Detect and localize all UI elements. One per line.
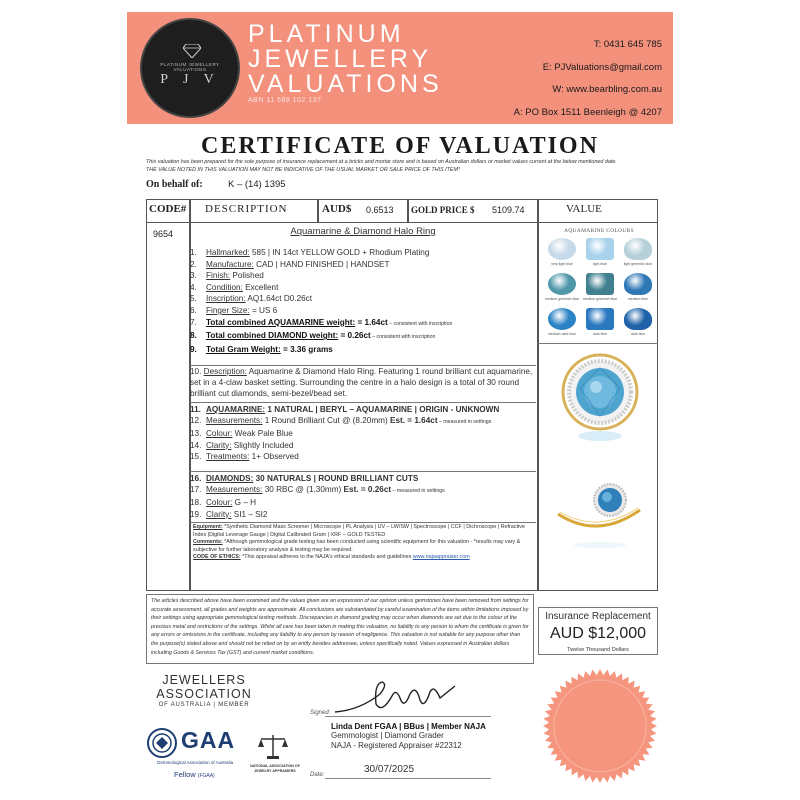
swatch-label: light greenish blue [623, 262, 653, 266]
naja-logo-text: NATIONAL ASSOCIATION OF JEWELRY APPRAISERS [250, 764, 300, 773]
list-item: 14. Clarity: Slightly Included [190, 440, 294, 450]
signer-details: Linda Dent FGAA | BBus | Member NAJA Gemmologist | Diamond Grader NAJA - Registered Appraiser #22312 [331, 722, 486, 750]
list-item: 15. Treatments: 1+ Observed [190, 451, 299, 461]
insurance-value: AUD $12,000 [549, 625, 647, 642]
header-description: DESCRIPTION [205, 203, 288, 215]
insurance-label: Insurance Replacement [545, 611, 651, 622]
gaa-emblem-icon [147, 728, 177, 758]
list-item: 19. Clarity: SI1 – SI2 [190, 509, 268, 519]
header-gold-label: GOLD PRICE $ [411, 205, 475, 215]
divider [538, 343, 658, 344]
diamonds-section [190, 473, 536, 520]
item-title: Aquamarine & Diamond Halo Ring [290, 226, 436, 237]
swatch-label: dark blue [630, 332, 646, 336]
email: E: PJValuations@gmail.com [542, 61, 662, 73]
behalf-label: On behalf of: [146, 179, 203, 190]
header-value: VALUE [566, 203, 602, 215]
disclaimer [146, 158, 666, 174]
item-specs [190, 247, 535, 355]
seal-stamp [541, 667, 659, 785]
swatch-label: medium-dark blue [547, 332, 576, 336]
swatch-label: very light blue [551, 262, 573, 266]
jewellers-association-sub: OF AUSTRALIA | MEMBER [158, 702, 250, 708]
ring-reflection [560, 540, 640, 552]
swatch-label: medium blue [627, 297, 649, 301]
item-code: 9654 [153, 229, 174, 239]
list-item: 12. Measurements: 1 Round Brilliant Cut @ (8.20mm) Est. = 1.64ct – measured in settings [190, 416, 492, 426]
signed-label: Signed: [310, 710, 331, 716]
list-item: 7. Total combined AQUAMARINE weight: = 1.64ct – consistent with inscription [190, 317, 453, 327]
swatch-gem [624, 238, 652, 260]
swatch-gem [586, 308, 614, 330]
col-divider-value [537, 199, 539, 591]
ring-reflection [560, 430, 640, 450]
swatch-gem [624, 273, 652, 295]
list-item: 4. Condition: Excellent [190, 282, 279, 292]
swatch-label: medium greenish blue [544, 297, 580, 301]
address: A: PO Box 1511 Beenleigh @ 4207 [513, 106, 662, 118]
aquamarine-section [190, 404, 536, 462]
section-heading: 16. DIAMONDS: 30 NATURALS | ROUND BRILLIANT CUTS [190, 474, 419, 483]
swatch-label: light blue [592, 262, 607, 266]
list-item: 2. Manufacture: CAD | HAND FINISHED | HANDSET [190, 259, 390, 269]
brand-line-2: JEWELLERY [248, 45, 433, 73]
gaa-fellow: Fellow (FGAA) [174, 770, 215, 779]
swatch-label: medium greenish blue [582, 297, 618, 301]
pjv-logo [140, 18, 240, 118]
colours-title: AQUAMARINE COLOURS [563, 228, 635, 234]
fine-print: The articles described above have been examined and the values given are an expression of our opinion unless gemstones have been removed from settings for accurate assessment, all grades and weights are approximate. All conclusions are substantiated by careful examination of the items within limitations imposed by their settings using appropriate gemmological testing methods. Discrepancies in diamond grading may occur when diamonds are set due to the colour of the precious metal and restrictions of the settings. Whilst all care has been taken in making this valuation, no liability to any person to whom the certificate is given for any errors or omissions in the certificate, including any liability to any person by reason of negligence. This valuation is not suitable for any purpose other than the purpose(s) stated above and should not be relied on by an entity besides addressee, unless specifically noted. Values expressed in Australian dollars including Goods & Services Tax (GST) and current market conditions. [146, 594, 534, 664]
phone: T: 0431 645 785 [593, 39, 662, 50]
certificate-title: CERTIFICATE OF VALUATION [201, 133, 599, 159]
seal-inner-circle [554, 680, 646, 772]
logo-ring-text: PLATINUM JEWELLERY VALUATIONS [160, 62, 220, 72]
col-divider-aud [407, 199, 409, 223]
description-block: 10. Description: Aquamarine & Diamond Halo Ring. Featuring 1 round brilliant cut aquamarine, set in a 4-claw basket setting. Surrounding the centre in a halo design is a total of 30 round brilliant cut diamonds, semi-bezel/bead set. [190, 367, 533, 398]
brand-name [248, 22, 443, 97]
swatch-gem [548, 238, 576, 260]
brand-line-1: PLATINUM [248, 20, 405, 48]
insurance-words: Twelve Thousand Dollars [567, 647, 629, 653]
date-line [325, 778, 491, 779]
diamond-icon [183, 44, 201, 58]
naja-link[interactable]: www.najaappraiser.com [412, 554, 470, 561]
header-aud-label: AUD$ [322, 203, 352, 215]
col-divider-desc [317, 199, 319, 223]
swatch-gem [624, 308, 652, 330]
list-item: 13. Colour: Weak Pale Blue [190, 429, 293, 439]
website: W: www.bearbling.com.au [552, 84, 662, 95]
brand-line-3: VALUATIONS [248, 70, 443, 98]
list-item: 6. Finger Size: = US 6 [190, 305, 278, 315]
list-item: 1. Hallmarked: 585 | IN 14ct YELLOW GOLD + Rhodium Plating [190, 248, 430, 257]
list-item: 5. Inscription: AQ1.64ct D0.26ct [190, 294, 313, 304]
swatch-gem [548, 273, 576, 295]
signature-line [325, 716, 491, 717]
list-item: 18. Colour: G – H [190, 498, 257, 508]
disclaimer-line-1: This valuation has been prepared for the sole purpose of insurance replacement at a bricks and mortar store and is based on Australian dollars or market values current at the below mentioned date. [146, 159, 617, 165]
swatch-gem [586, 273, 614, 295]
valuation-date: 30/07/2025 [364, 764, 415, 775]
header-gold-value: 5109.74 [492, 205, 525, 215]
header-aud-value: 0.6513 [366, 205, 394, 215]
abn-number: ABN 11 588 102 137 [248, 97, 322, 104]
signature [330, 676, 460, 718]
ring-side-view-image [548, 470, 648, 540]
date-label: Date: [310, 772, 325, 778]
header-code: CODE# [149, 203, 187, 215]
divider [190, 522, 536, 523]
behalf-value: K – (14) 1395 [228, 179, 286, 190]
divider [190, 402, 536, 403]
swatch-gem [548, 308, 576, 330]
list-item: 9. Total Gram Weight: = 3.36 grams [190, 344, 333, 354]
jewellers-association-logo: JEWELLERS ASSOCIATION [156, 673, 252, 701]
swatch-gem [586, 238, 614, 260]
gaa-sub: Gemmological Association of Australia [156, 760, 234, 765]
divider [190, 471, 536, 472]
gaa-logo-text: GAA [181, 727, 236, 753]
section-heading: 11. AQUAMARINE: 1 NATURAL | BERYL – AQUAMARINE | ORIGIN - UNKNOWN [190, 405, 500, 414]
disclaimer-line-2: THE VALUE NOTED IN THIS VALUATION MAY NOT BE INDICATIVE OF THE USUAL MARKET OR SALE PRICE OF THIS ITEM* [146, 167, 461, 173]
list-item: 3. Finish: Polished [190, 271, 264, 281]
swatch-label: dark blue [592, 332, 608, 336]
equipment-notes: Equipment: *Synthetic Diamond Mass Screener | Microscope | PL Analysis | UV – LW/SW | Spectroscope | CCF | Dichroscope | Refractive Index |Digital Leverage Gauge | Digital Calibrated Gram | XRF – GOLD TESTED Comments: *Although gemmological grade testing has been conducted using scientific equipment for this valuation - *results may vary & subjective for further laboratory analysis & testing may be required. CODE OF ETHICS: *This appraisal adheres to the NAJA's ethical standards and guidelines www.najaappraiser.com [193, 524, 525, 561]
list-item: 17. Measurements: 30 RBC @ (1.30mm) Est. = 0.26ct – measured in settings [190, 485, 445, 495]
ring-top-view-image [560, 352, 640, 432]
logo-initials: P J V [160, 72, 220, 87]
list-item: 8. Total combined DIAMOND weight: = 0.26ct – consistent with inscription [190, 331, 436, 341]
contact-details [514, 34, 662, 124]
scales-icon [257, 732, 289, 760]
